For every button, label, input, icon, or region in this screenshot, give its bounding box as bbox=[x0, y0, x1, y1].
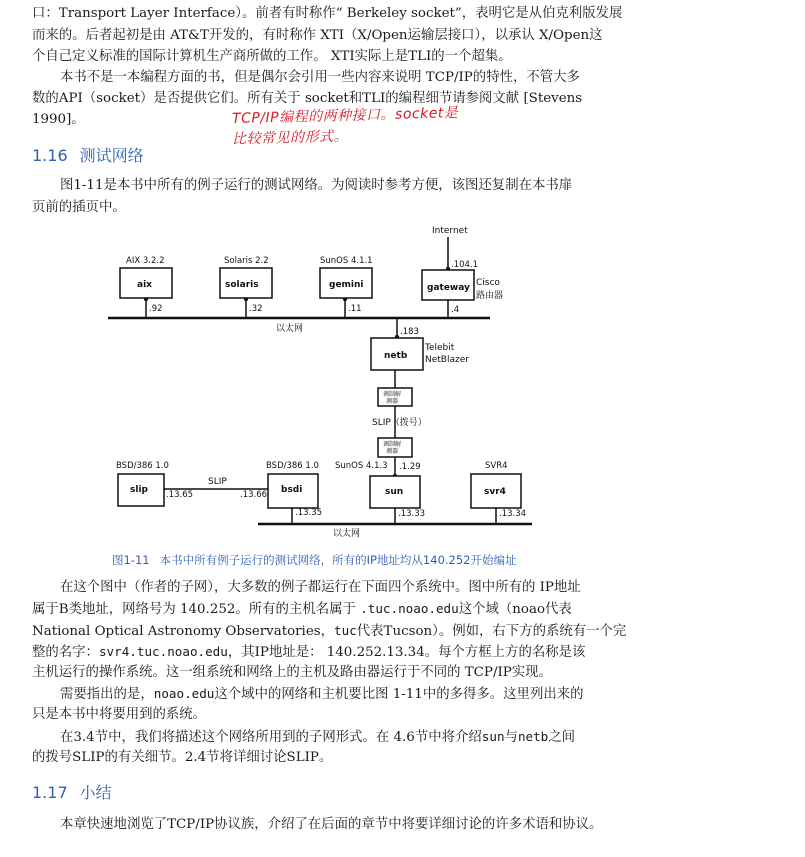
slip-link-label: SLIP bbox=[208, 477, 227, 487]
gateway-hostname: gateway bbox=[427, 283, 470, 293]
modem-2-label-b: 调器 bbox=[386, 448, 399, 455]
solaris-ip: .32 bbox=[249, 304, 263, 314]
figure-caption-label: 图1-11 bbox=[112, 553, 150, 567]
sun-ip: .13.33 bbox=[398, 509, 426, 519]
slip-host-os: BSD/386 1.0 bbox=[116, 461, 169, 471]
modem-1-label-b: 调器 bbox=[386, 398, 399, 405]
para-after-line-6 bbox=[60, 684, 584, 705]
slip-host-ip: .13.65 bbox=[166, 490, 194, 500]
code-noao: noao.edu bbox=[153, 686, 215, 701]
para-after-line-4 bbox=[32, 642, 585, 663]
bsdi-slip-ip: .13.66 bbox=[240, 490, 268, 500]
para-after-line-5: 主机运行的操作系统。这一组系统和网络上的主机及路由器运行于不同的 TCP/IP实现。 bbox=[32, 665, 552, 680]
intro-line-2: 而来的。后者起初是由 AT&T开发的，有时称作 XTI（X/Open运输层接口），以承认 X/Open这 bbox=[32, 28, 603, 43]
aix-hostname: aix bbox=[137, 280, 152, 290]
gemini-os: SunOS 4.1.1 bbox=[320, 256, 373, 266]
code-domain: .tuc.noao.edu bbox=[360, 601, 459, 616]
gateway-upstream-ip: .104.1 bbox=[451, 260, 479, 270]
netb-hostname: netb bbox=[384, 351, 408, 361]
text-segment: 整的名字： bbox=[32, 645, 99, 660]
text-segment: 代表Tucson）。例如，右下方的系统有一个完 bbox=[356, 624, 627, 639]
bsdi-os: BSD/386 1.0 bbox=[266, 461, 319, 471]
text-segment: 之间 bbox=[548, 730, 576, 745]
sun-upstream-ip: .1.29 bbox=[399, 462, 421, 472]
code-netb: netb bbox=[517, 729, 549, 744]
slip-hostname: slip bbox=[130, 485, 148, 495]
para-after-line-8 bbox=[60, 727, 575, 748]
netb-ip: .183 bbox=[400, 327, 419, 337]
text-segment: 需要指出的是， bbox=[60, 687, 154, 702]
bsdi-ip: .13.35 bbox=[295, 508, 323, 518]
para-after-line-2 bbox=[32, 599, 572, 620]
section-heading-1-17 bbox=[32, 780, 112, 803]
aix-ip: .92 bbox=[149, 304, 163, 314]
cisco-label: Cisco bbox=[476, 278, 500, 288]
text-segment: 这个域中的网络和主机要比图 1-11中的多得多。这里列出来的 bbox=[214, 687, 584, 702]
para-after-line-1: 在这个图中（作者的子网），大多数的例子都运行在下面四个系统中。图中所有的 IP地址 bbox=[60, 580, 581, 595]
code-sun: sun bbox=[481, 729, 505, 744]
para-116-line-2: 页前的插页中。 bbox=[32, 200, 126, 215]
intro-line-6: 1990]。 bbox=[32, 112, 85, 127]
sun-hostname: sun bbox=[385, 487, 404, 497]
gemini-ip: .11 bbox=[348, 304, 362, 314]
aix-os: AIX 3.2.2 bbox=[126, 256, 165, 266]
figure-caption bbox=[112, 552, 517, 568]
intro-line-3: 个自己定义标准的国际计算机生产商所做的工作。 XTI实际上是TLI的一个超集。 bbox=[32, 49, 512, 64]
intro-line-1: 口：Transport Layer Interface）。前者有时称作“ Berkeley socket”，表明它是从伯克利版发展 bbox=[32, 6, 623, 21]
code-tuc: tuc bbox=[334, 623, 357, 638]
text-segment: ，其IP地址是： 140.252.13.34。每个方框上方的名称是该 bbox=[227, 645, 586, 660]
text-segment: National Optical Astronomy Observatories， bbox=[32, 624, 335, 639]
bsdi-hostname: bsdi bbox=[281, 485, 303, 495]
section-title: 测试网络 bbox=[79, 146, 144, 165]
gateway-ip: .4 bbox=[451, 305, 460, 315]
ethernet-label-bottom: 以太网 bbox=[333, 529, 361, 539]
handwritten-note-line-1: TCP/IP编程的两种接口。socket是 bbox=[231, 105, 459, 127]
handwritten-note-line-2: 比较常见的形式。 bbox=[231, 128, 349, 148]
text-segment: 与 bbox=[504, 730, 518, 745]
code-fqdn: svr4.tuc.noao.edu bbox=[98, 644, 228, 659]
router-label: 路由器 bbox=[476, 291, 504, 301]
text-segment: 这个域（noao代表 bbox=[458, 602, 572, 617]
section-title: 小结 bbox=[79, 783, 112, 802]
solaris-os: Solaris 2.2 bbox=[224, 256, 269, 266]
intro-line-5: 数的API（socket）是否提供它们。所有关于 socket和TLI的编程细节请参阅文献 [Stevens bbox=[32, 91, 583, 106]
section-number: 1.16 bbox=[32, 146, 68, 165]
modem-1-label-a: 调制解 bbox=[383, 391, 402, 398]
gemini-hostname: gemini bbox=[329, 280, 364, 290]
solaris-hostname: solaris bbox=[225, 280, 259, 290]
ethernet-label-top: 以太网 bbox=[276, 324, 304, 334]
internet-label: Internet bbox=[432, 226, 468, 236]
para-after-line-7: 只是本书中将要用到的系统。 bbox=[32, 707, 207, 722]
svr4-os: SVR4 bbox=[485, 461, 508, 471]
summary-line-1: 本章快速地浏览了TCP/IP协议族，介绍了在后面的章节中将要详细讨论的许多术语和协议。 bbox=[60, 817, 603, 832]
para-after-line-3 bbox=[32, 621, 626, 642]
text-segment: 属于B类地址，网络号为 140.252。所有的主机名属于 bbox=[32, 602, 361, 617]
para-116-line-1: 图1-11是本书中所有的例子运行的测试网络。为阅读时参考方便，该图还复制在本书扉 bbox=[60, 178, 573, 193]
modem-2-label-a: 调制解 bbox=[383, 441, 402, 448]
sun-os: SunOS 4.1.3 bbox=[335, 461, 388, 471]
section-number: 1.17 bbox=[32, 783, 68, 802]
telebit-label: Telebit bbox=[425, 343, 455, 353]
figure-caption-text: 本书中所有例子运行的测试网络，所有的IP地址均从140.252开始编址 bbox=[159, 553, 517, 567]
svr4-ip: .13.34 bbox=[499, 509, 527, 519]
svr4-hostname: svr4 bbox=[484, 487, 506, 497]
netblazer-label: NetBlazer bbox=[425, 355, 469, 365]
slip-dialup-label: SLIP（拨号） bbox=[372, 418, 427, 428]
intro-line-4: 本书不是一本编程方面的书，但是偶尔会引用一些内容来说明 TCP/IP的特性，不管大多 bbox=[60, 70, 580, 85]
text-segment: 在3.4节中，我们将描述这个网络所用到的子网形式。在 4.6节中将介绍 bbox=[60, 730, 482, 745]
para-after-line-9: 的拨号SLIP的有关细节。2.4节将详细讨论SLIP。 bbox=[32, 750, 333, 765]
